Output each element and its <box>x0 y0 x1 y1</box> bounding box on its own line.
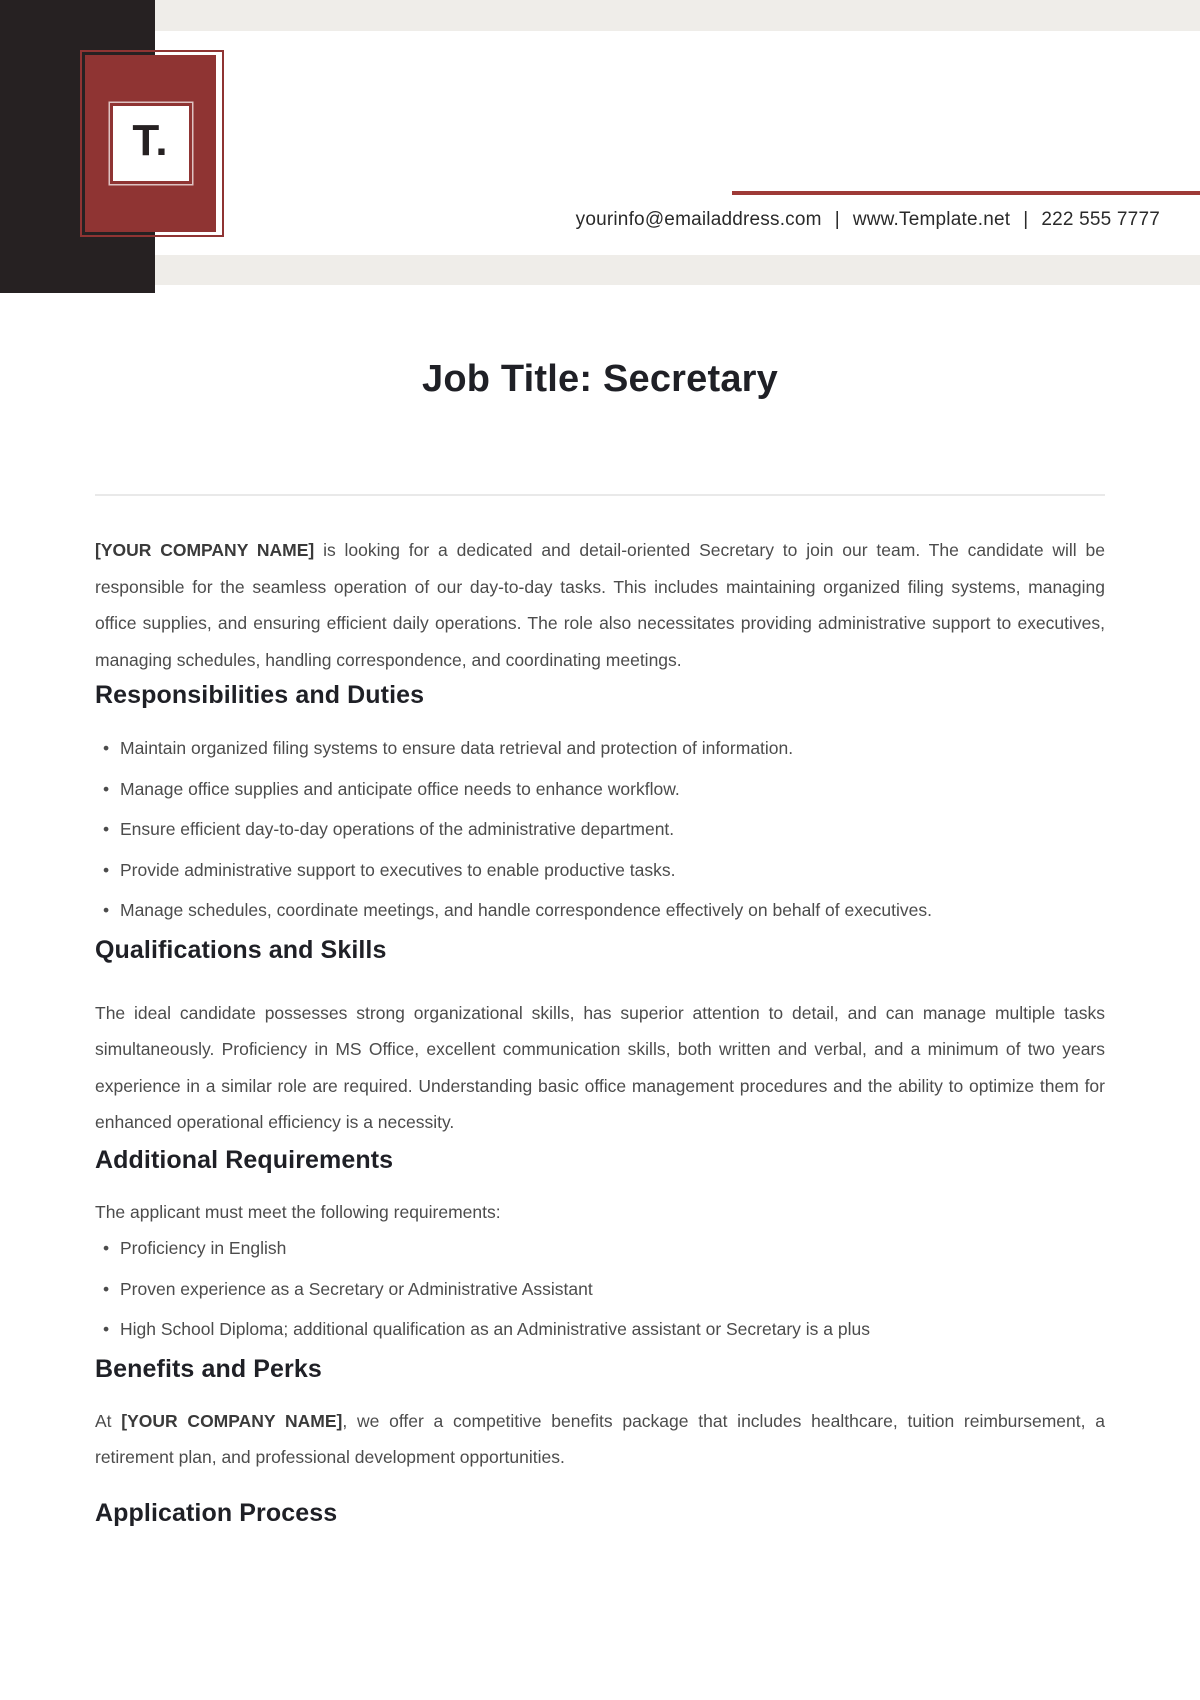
list-item: • Proficiency in English <box>95 1230 1105 1267</box>
benefits-paragraph <box>95 1403 1105 1476</box>
benefits-pre: At <box>95 1410 112 1431</box>
page-header <box>0 0 1200 293</box>
requirements-lead: The applicant must meet the following requirements: <box>95 1201 501 1222</box>
section-heading-qualifications: Qualifications and Skills <box>95 935 387 964</box>
intro-paragraph <box>95 532 1105 678</box>
qualifications-paragraph: The ideal candidate possesses strong organizational skills, has superior attention to detail, and can manage multiple tasks simultaneously. Proficiency in MS Office, excellent communication skills, both written and verbal, and a minimum of two years experience in a similar role are required. Understanding basic office management procedures and the ability to optimize them for enhanced operational efficiency is a necessity. <box>95 1002 1105 1132</box>
title-divider <box>95 494 1105 496</box>
company-logo <box>85 55 216 232</box>
list-item: • High School Diploma; additional qualification as an Administrative assistant or Secretary is a plus <box>95 1311 1105 1348</box>
company-name-placeholder: [YOUR COMPANY NAME] <box>121 1410 343 1431</box>
header-accent-strip <box>0 255 1200 285</box>
section-heading-responsibilities: Responsibilities and Duties <box>95 681 425 709</box>
contact-website: www.Template.net <box>852 209 1011 230</box>
list-item: • Maintain organized filing systems to ensure data retrieval and protection of information. <box>95 730 1105 767</box>
benefits-text: , we offer a competitive benefits package that includes healthcare, tuition reimbursement, a retirement plan, and professional development opportunities. <box>95 1410 1105 1467</box>
intro-text: is looking for a dedicated and detail-oriented Secretary to join our team. The candidate will be responsible for the seamless operation of our day-to-day tasks. This includes maintaining organized filing systems, managing office supplies, and ensuring efficient daily operations. The role also necessitates providing administrative support to executives, managing schedules, handling correspondence, and coordinating meetings. <box>95 540 1105 670</box>
document-body <box>0 356 1200 1530</box>
contact-separator: | <box>834 209 840 230</box>
logo-t-icon: T. <box>132 116 169 165</box>
list-item: • Manage schedules, coordinate meetings, and handle correspondence effectively on behalf of executives. <box>95 892 1105 929</box>
contact-email: yourinfo@emailaddress.com <box>575 209 822 230</box>
contact-separator: | <box>1023 209 1029 230</box>
contact-phone: 222 555 7777 <box>1041 209 1160 230</box>
page-title: Job Title: Secretary <box>421 358 778 400</box>
logo-inner-square <box>113 106 189 181</box>
list-item: • Provide administrative support to executives to enable productive tasks. <box>95 852 1105 889</box>
list-item: • Proven experience as a Secretary or Administrative Assistant <box>95 1271 1105 1308</box>
requirements-list <box>95 1230 1105 1348</box>
section-heading-additional-requirements: Additional Requirements <box>95 1145 394 1174</box>
responsibilities-list <box>95 730 1105 929</box>
list-item: • Ensure efficient day-to-day operations of the administrative department. <box>95 811 1105 848</box>
list-item: • Manage office supplies and anticipate office needs to enhance workflow. <box>95 771 1105 808</box>
section-heading-benefits: Benefits and Perks <box>95 1354 322 1383</box>
header-red-rule <box>732 191 1200 195</box>
company-name-placeholder: [YOUR COMPANY NAME] <box>95 540 315 560</box>
contact-bar <box>576 209 1160 231</box>
top-accent-strip <box>0 0 1200 31</box>
section-heading-application-process: Application Process <box>95 1498 338 1527</box>
